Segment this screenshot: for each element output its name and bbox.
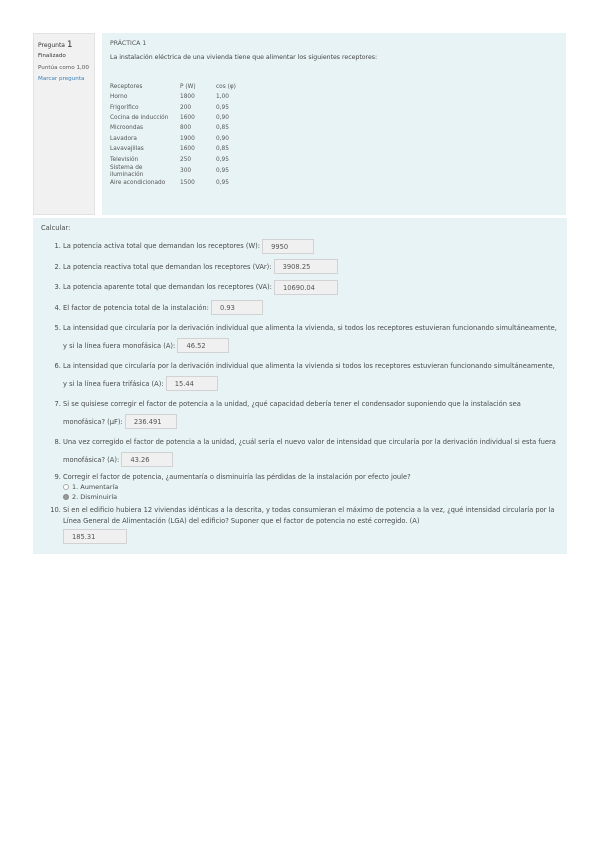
table-cell: 0,85	[216, 146, 229, 153]
answer-input[interactable]: 185.31	[63, 529, 127, 544]
question-title: PRÁCTICA 1	[110, 40, 147, 47]
question-item	[63, 320, 559, 355]
question-text: El factor de potencia total de la instalación:	[63, 303, 209, 312]
table-row	[110, 134, 242, 144]
table-cell: 1500	[180, 180, 195, 187]
answer-input[interactable]: 46.52	[177, 338, 229, 353]
table-cell: 0,95	[216, 180, 229, 187]
table-row	[110, 103, 242, 113]
questions-list	[41, 238, 559, 544]
table-header: Receptores	[110, 83, 143, 90]
question-text: Corregir el factor de potencia, ¿aumentaría o disminuiría las pérdidas de la instalación por efecto joule?	[63, 473, 411, 481]
option-label: 2. Disminuiría	[72, 493, 118, 501]
question-item	[63, 238, 559, 256]
table-row	[110, 113, 242, 123]
radio-option[interactable]	[63, 482, 559, 492]
table-row	[110, 144, 242, 154]
table-cell: 0,90	[216, 115, 229, 122]
question-content	[102, 33, 566, 215]
question-intro: La instalación eléctrica de una vivienda tiene que alimentar los siguientes receptores:	[110, 54, 378, 61]
option-label: 1. Aumentaría	[72, 483, 119, 491]
question-text: La intensidad que circularía por la derivación individual que alimenta la vivienda si todos los receptores estuvieran funcionando simultáneamente, y si la línea fuera trifásica (A):	[63, 362, 555, 388]
table-cell: 0,95	[216, 104, 229, 111]
table-cell: 0,95	[216, 168, 229, 175]
question-item	[63, 505, 559, 544]
receptors-table	[110, 82, 242, 189]
table-cell: 0,90	[216, 135, 229, 142]
table-cell: 1600	[180, 115, 195, 122]
table-row	[110, 124, 242, 134]
table-cell: 300	[180, 168, 192, 175]
table-cell: 200	[180, 104, 192, 111]
question-item	[63, 358, 559, 393]
table-cell: Horno	[110, 94, 128, 101]
question-grade: Puntúa como 1,00	[38, 64, 89, 71]
table-cell: 1,00	[216, 94, 229, 101]
answer-input[interactable]: 10690.04	[274, 280, 338, 295]
question-number: Pregunta 1	[38, 40, 73, 50]
flag-question-link[interactable]: Marcar pregunta	[38, 76, 85, 83]
question-item	[63, 472, 559, 502]
question-text: Si se quisiese corregir el factor de potencia a la unidad, ¿qué capacidad debería tener el condensador suponiendo que la instalación sea monofásica? (µF):	[63, 400, 521, 426]
table-cell: 1600	[180, 146, 195, 153]
table-row	[110, 165, 242, 178]
answer-input[interactable]: 15.44	[166, 376, 218, 391]
question-item	[63, 396, 559, 431]
table-cell: Televisión	[110, 156, 139, 163]
table-cell: Lavavajillas	[110, 146, 144, 153]
table-cell: Sistema de iluminación	[110, 165, 144, 178]
question-item	[63, 300, 559, 318]
table-cell: Cocina de inducción	[110, 115, 169, 122]
table-cell: Frigorífico	[110, 104, 139, 111]
question-status: Finalizado	[38, 53, 66, 60]
calc-title: Calcular:	[41, 224, 71, 232]
table-cell: 1800	[180, 94, 195, 101]
table-row	[110, 155, 242, 165]
question-item	[63, 434, 559, 469]
table-cell: Aire acondicionado	[110, 180, 166, 187]
table-cell: 800	[180, 125, 192, 132]
table-header: cos (φ)	[216, 83, 236, 90]
question-text: La potencia reactiva total que demandan los receptores (VAr):	[63, 262, 272, 271]
question-item	[63, 279, 559, 297]
answer-input[interactable]: 43.26	[121, 452, 173, 467]
table-header: P (W)	[180, 83, 196, 90]
question-item	[63, 259, 559, 277]
question-text: Si en el edificio hubiera 12 viviendas idénticas a la descrita, y todas consumieran el máximo de potencia a la vez, ¿qué intensidad circularía por la Línea General de Alimentación (LGA) del edificio? Suponer que el factor de potencia no esté corregido. (A)	[63, 506, 555, 525]
answer-input[interactable]: 3908.25	[274, 259, 338, 274]
radio-option[interactable]	[63, 492, 559, 502]
table-cell: Lavadora	[110, 135, 137, 142]
question-text: La intensidad que circularía por la derivación individual que alimenta la vivienda, si todos los receptores estuvieran funcionando simultáneamente, y si la línea fuera monofásica (A):	[63, 324, 557, 350]
table-cell: 1900	[180, 135, 195, 142]
table-cell: 0,85	[216, 125, 229, 132]
calculations-panel	[33, 218, 567, 554]
question-text: La potencia activa total que demandan los receptores (W):	[63, 242, 260, 250]
answer-input[interactable]: 0.93	[211, 300, 263, 315]
table-cell: 250	[180, 156, 192, 163]
question-info-panel	[33, 33, 95, 215]
answer-input[interactable]: 9950	[262, 239, 314, 254]
table-cell: 0,95	[216, 156, 229, 163]
table-row	[110, 92, 242, 102]
radio-checked-icon[interactable]	[63, 494, 69, 500]
table-cell: Microondas	[110, 125, 144, 132]
table-header-row	[110, 82, 242, 92]
question-text: La potencia aparente total que demandan los receptores (VA):	[63, 283, 272, 291]
answer-input[interactable]: 236.491	[125, 414, 177, 429]
radio-unchecked-icon[interactable]	[63, 484, 69, 490]
table-row	[110, 178, 242, 188]
question-text: Una vez corregido el factor de potencia a la unidad, ¿cuál sería el nuevo valor de intensidad que circularía por la derivación individual si esta fuera monofásica? (A):	[63, 438, 556, 464]
